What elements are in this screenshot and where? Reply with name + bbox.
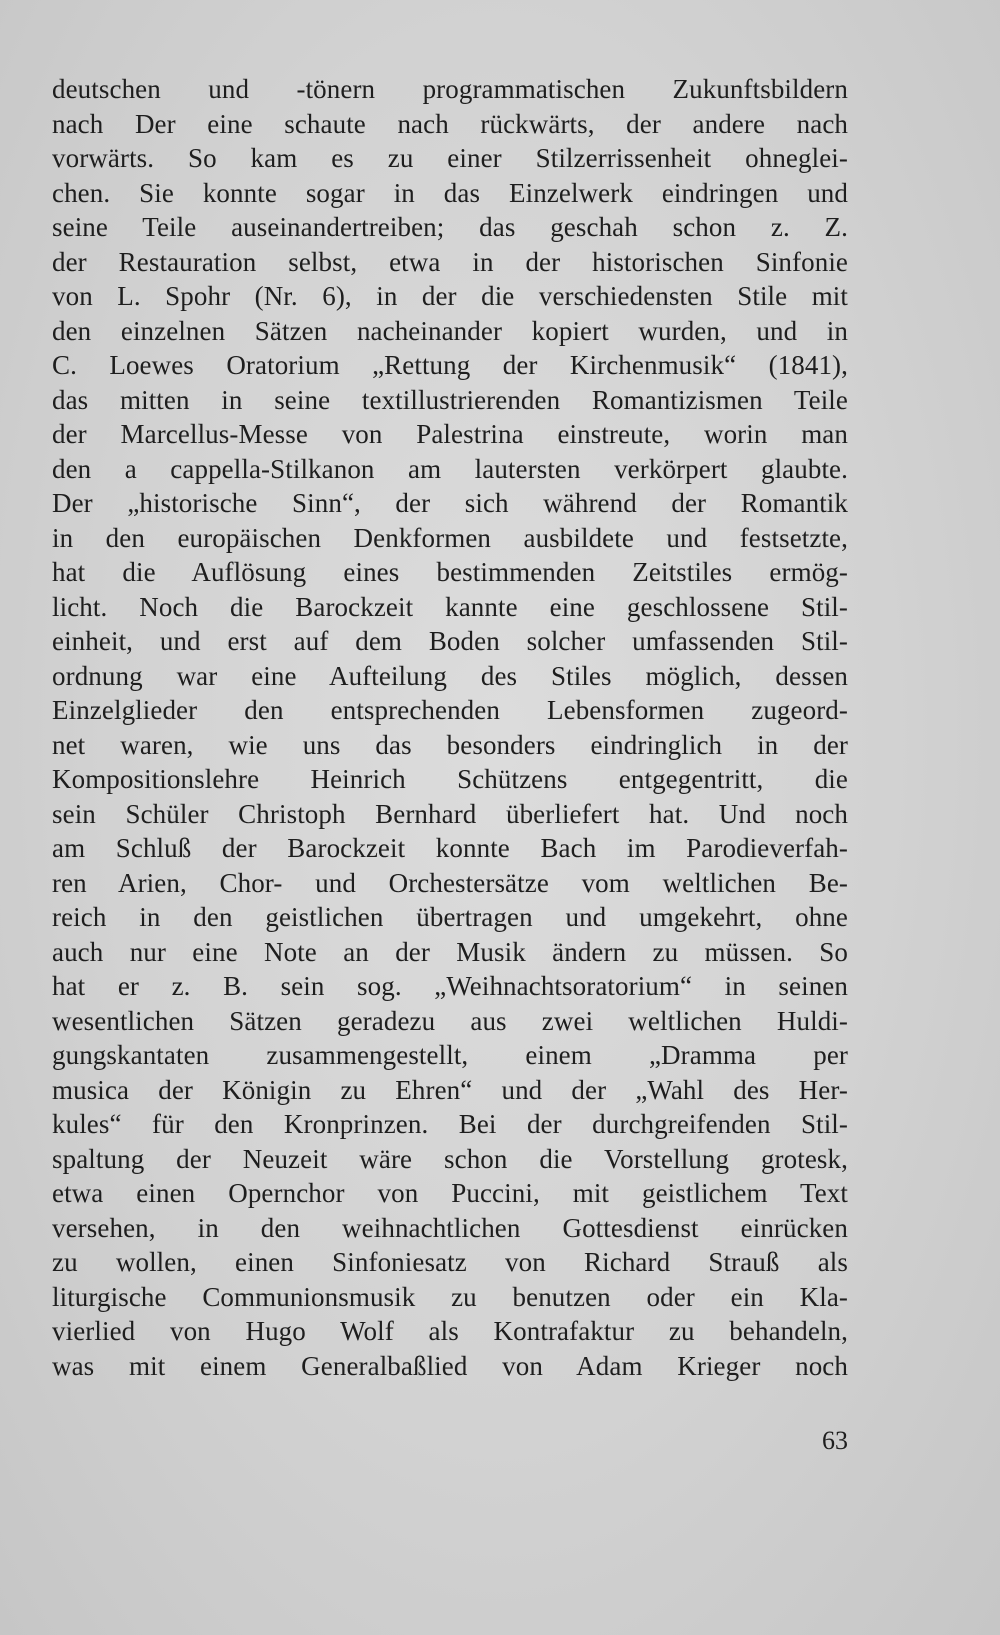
text-line: licht. Noch die Barockzeit kannte eine geschlossene Stil- [52,591,848,622]
text-line: gungskantaten zusammengestellt, einem „Dramma per [52,1040,848,1070]
text-line: Der „historische Sinn“, der sich während der Romantik [52,488,848,518]
text-line: C. Loewes Oratorium „Rettung der Kirchenmusik“ (1841), [52,350,848,380]
text-line: wesentlichen Sätzen geradezu aus zwei weltlichen Huldi- [52,1005,848,1036]
text-line: vierlied von Hugo Wolf als Kontrafaktur zu behandeln, [52,1316,848,1346]
text-line: am Schluß der Barockzeit konnte Bach im Parodieverfah- [52,833,848,863]
text-line: nach Der eine schaute nach rückwärts, der andere nach [52,108,848,139]
text-line: zu wollen, einen Sinfoniesatz von Richard Strauß als [52,1247,848,1277]
text-line: spaltung der Neuzeit wäre schon die Vorstellung grotesk, [52,1143,848,1174]
text-line: was mit einem Generalbaßlied von Adam Krieger noch [52,1350,848,1381]
text-line: Kompositionslehre Heinrich Schützens entgegentritt, die [52,764,848,794]
page-number: 63 [822,1426,848,1455]
text-line: hat die Auflösung eines bestimmenden Zeitstiles ermög- [52,557,848,587]
body-text [52,72,848,1383]
text-line: das mitten in seine textillustrierenden Romantizismen Teile [52,384,848,415]
text-line: ordnung war eine Aufteilung des Stiles möglich, dessen [52,660,848,691]
text-line: kules“ für den Kronprinzen. Bei der durchgreifenden Stil- [52,1109,848,1139]
text-line: auch nur eine Note an der Musik ändern zu müssen. So [52,936,848,967]
text-line: reich in den geistlichen übertragen und umgekehrt, ohne [52,902,848,932]
text-line: der Restauration selbst, etwa in der historischen Sinfonie [52,246,848,277]
text-line: hat er z. B. sein sog. „Weihnachtsoratorium“ in seinen [52,971,848,1001]
text-line: von L. Spohr (Nr. 6), in der die verschiedensten Stile mit [52,281,848,311]
text-line: Einzelglieder den entsprechenden Lebensformen zugeord- [52,695,848,725]
text-line: musica der Königin zu Ehren“ und der „Wahl des Her- [52,1074,848,1105]
text-line: den einzelnen Sätzen nacheinander kopiert wurden, und in [52,315,848,346]
text-line: liturgische Communionsmusik zu benutzen oder ein Kla- [52,1281,848,1312]
text-line: sein Schüler Christoph Bernhard überliefert hat. Und noch [52,798,848,829]
text-line: seine Teile auseinandertreiben; das geschah schon z. Z. [52,212,848,242]
text-line: versehen, in den weihnachtlichen Gottesdienst einrücken [52,1212,848,1243]
text-line: net waren, wie uns das besonders eindringlich in der [52,729,848,760]
text-line: deutschen und -tönern programmatischen Zukunftsbildern [52,74,848,104]
text-line: den a cappella-Stilkanon am lautersten verkörpert glaubte. [52,453,848,484]
text-line: chen. Sie konnte sogar in das Einzelwerk eindringen und [52,177,848,208]
text-line: in den europäischen Denkformen ausbildete und festsetzte, [52,522,848,553]
text-line: der Marcellus-Messe von Palestrina einstreute, worin man [52,419,848,449]
text-line: etwa einen Opernchor von Puccini, mit geistlichem Text [52,1178,848,1208]
text-line: ren Arien, Chor- und Orchestersätze vom weltlichen Be- [52,867,848,898]
text-line: einheit, und erst auf dem Boden solcher umfassenden Stil- [52,626,848,656]
text-line: vorwärts. So kam es zu einer Stilzerrissenheit ohneglei- [52,143,848,173]
